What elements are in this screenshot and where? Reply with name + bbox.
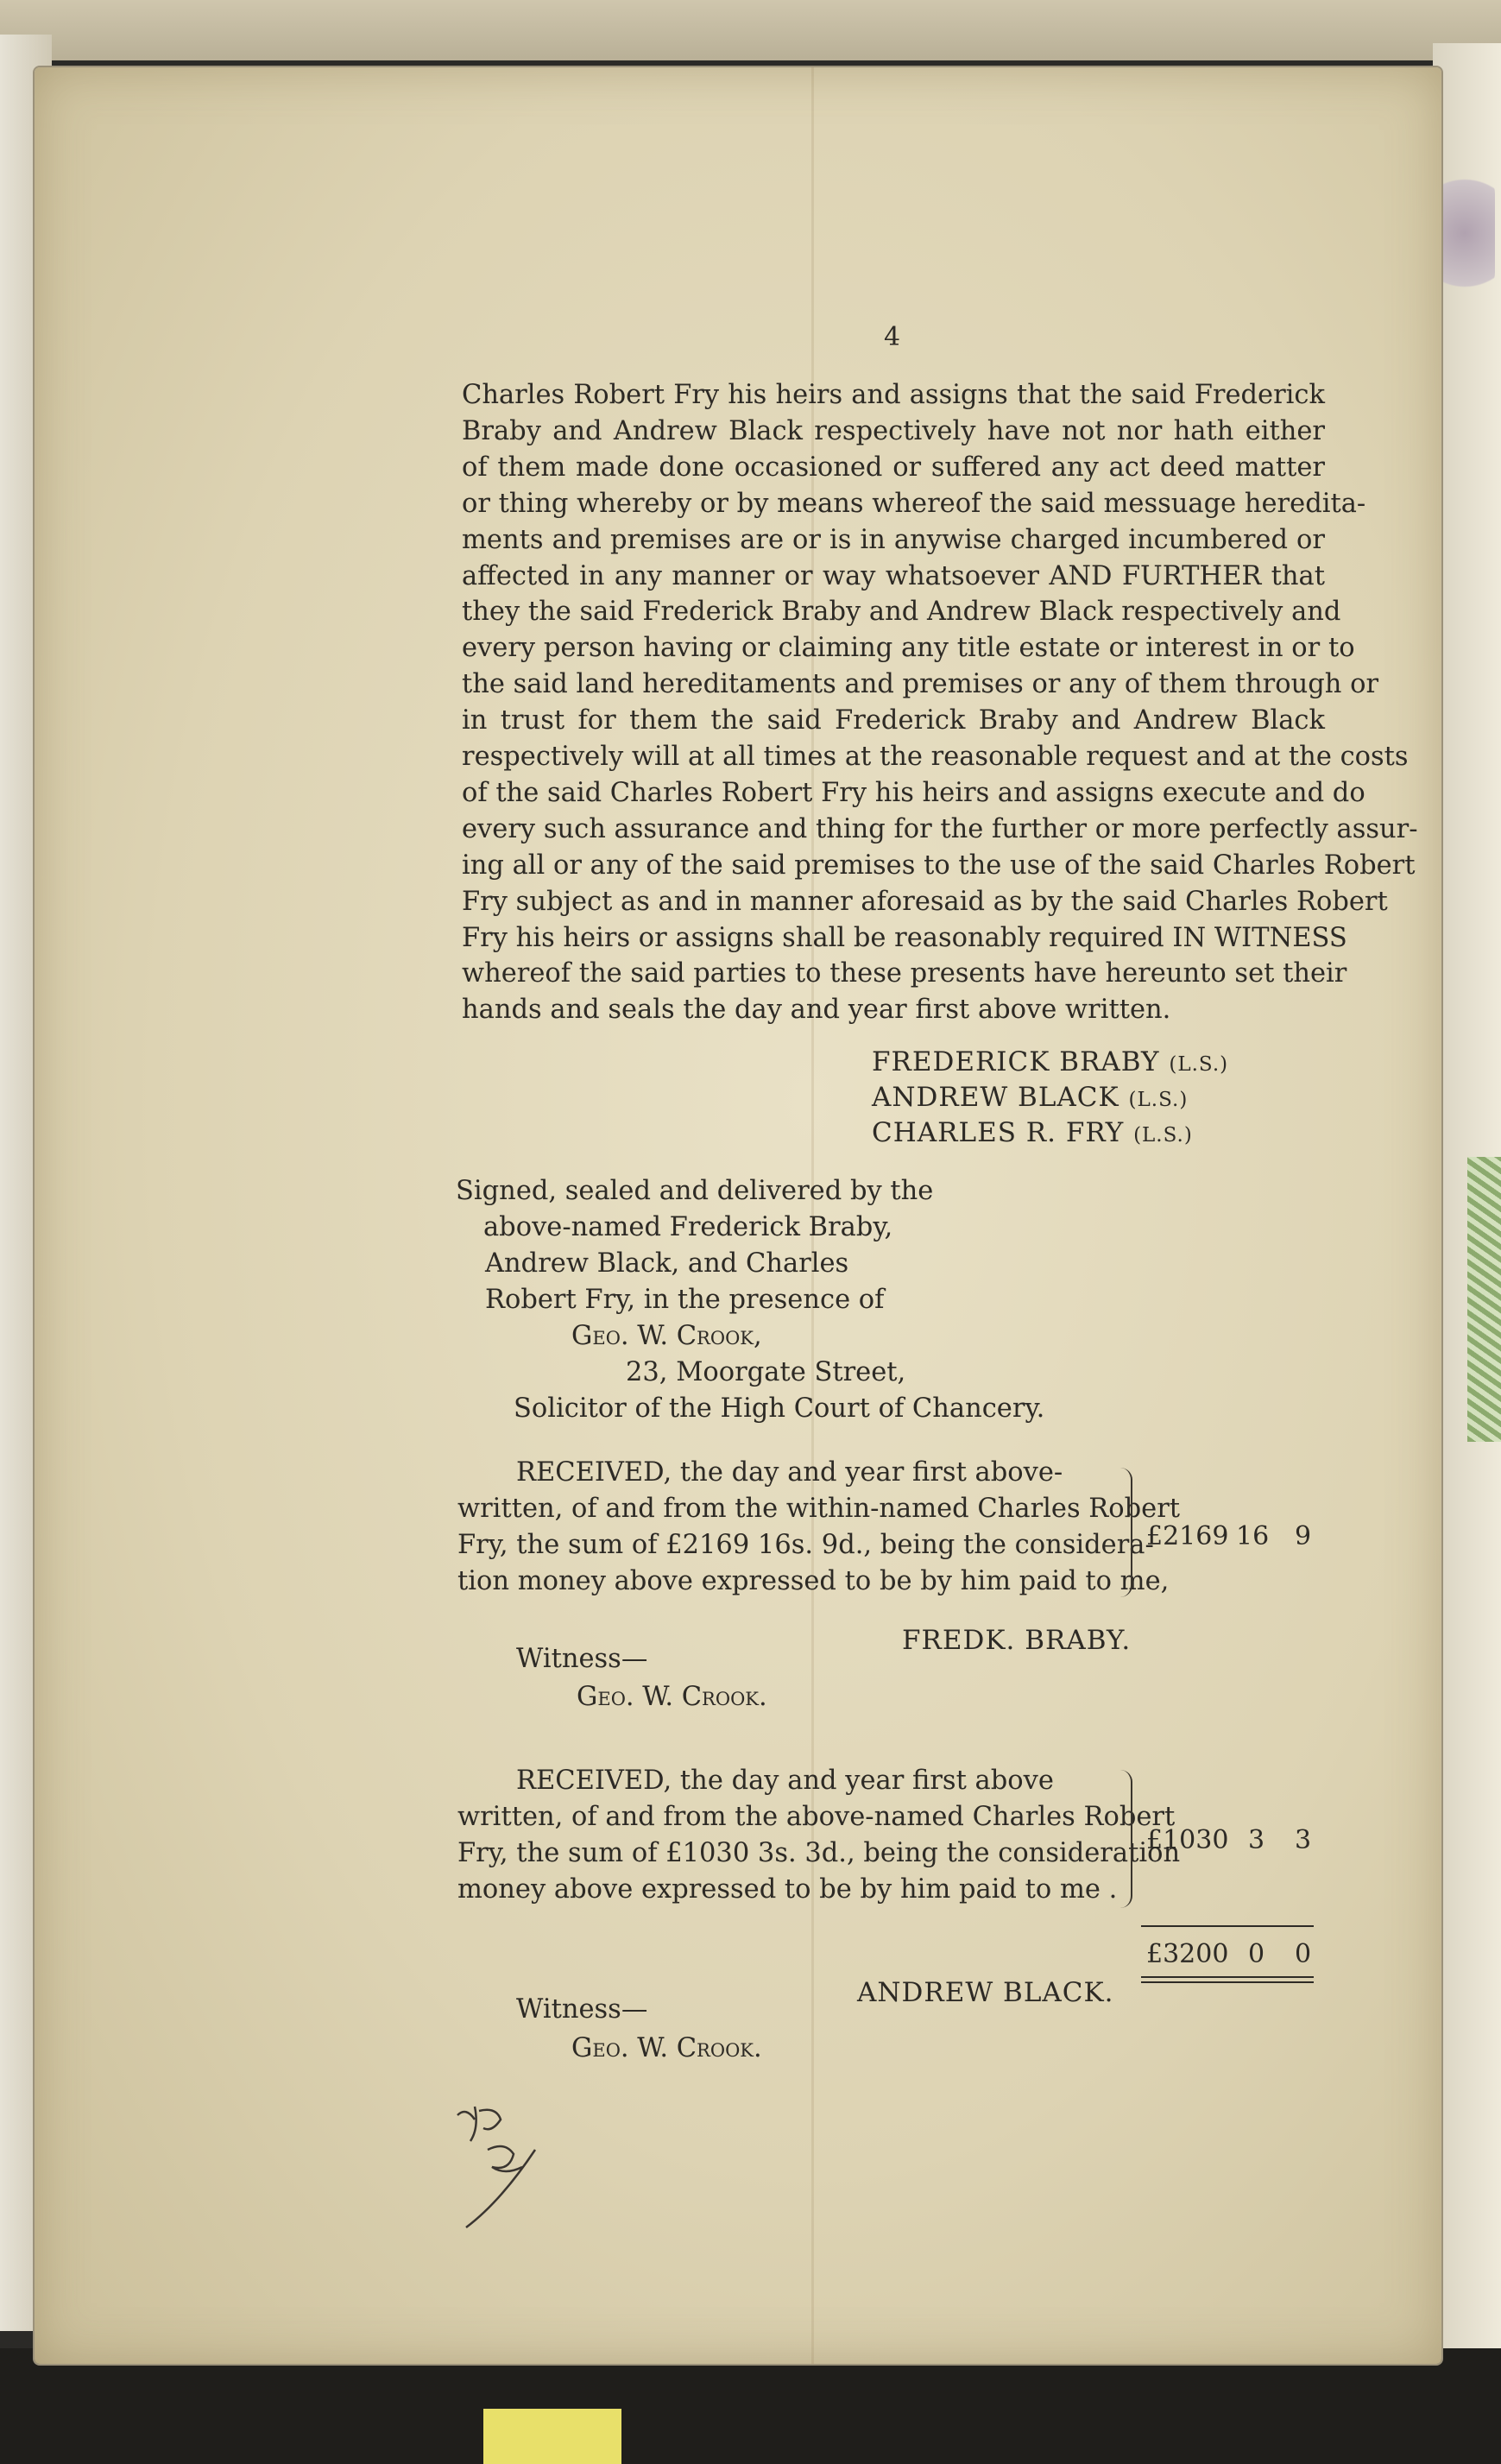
sticky-note (483, 2409, 621, 2464)
body-line: ing all or any of the said premises to the use of the said Charles Robert (462, 850, 1416, 881)
body-line: Braby and Andrew Black respectively have not nor hath either (462, 415, 1325, 446)
total-rule-bottom-2 (1141, 1981, 1314, 1983)
body-line: affected in any manner or way whatsoever AND FURTHER that (462, 560, 1325, 591)
receipt1-signer: FREDK. BRABY. (902, 1625, 1132, 1656)
receipt1-shillings: 16 (1236, 1521, 1270, 1551)
body-line: they the said Frederick Braby and Andrew Black respectively and (462, 597, 1341, 628)
body-line: of them made done occasioned or suffered any act deed matter (462, 452, 1325, 483)
page-number: 4 (884, 322, 901, 352)
signature-frederick-braby (872, 1046, 1228, 1077)
background-table (0, 2348, 1501, 2464)
body-line: Charles Robert Fry his heirs and assigns that the said Frederick (462, 380, 1325, 410)
green-stamp (1467, 1157, 1501, 1442)
total-shillings: 0 (1248, 1939, 1265, 1969)
receipt2-shillings: 3 (1248, 1825, 1265, 1855)
receipt2-line: RECEIVED, the day and year first above (516, 1766, 1054, 1796)
signature-name: CHARLES R. FRY (872, 1117, 1125, 1148)
receipt1-witness-name: Geo. W. Crook. (577, 1682, 767, 1712)
receipt1-brace (1119, 1468, 1132, 1597)
attestation-line: Andrew Black, and Charles (485, 1248, 849, 1279)
total-pence: 0 (1295, 1939, 1312, 1969)
body-line: hands and seals the day and year first above written. (462, 995, 1171, 1026)
body-line: of the said Charles Robert Fry his heirs and assigns execute and do (462, 777, 1365, 808)
attestation-title: Solicitor of the High Court of Chancery. (514, 1393, 1045, 1424)
seal-mark: (L.S.) (1128, 1089, 1189, 1111)
total-rule-top (1141, 1925, 1314, 1927)
seal-mark: (L.S.) (1133, 1124, 1193, 1147)
body-line: Fry his heirs or assigns shall be reasonably required IN WITNESS (462, 922, 1347, 953)
body-line: ments and premises are or is in anywise charged incumbered or (462, 524, 1325, 555)
attestation-witness: Geo. W. Crook, (571, 1321, 762, 1351)
body-line: in trust for them the said Frederick Braby and Andrew Black (462, 705, 1325, 736)
receipt2-witness-label: Witness— (516, 1994, 648, 2025)
receipt1-witness-label: Witness— (516, 1644, 648, 1674)
total-rule-bottom-1 (1141, 1976, 1314, 1978)
attestation-line: Robert Fry, in the presence of (485, 1285, 885, 1315)
body-line: or thing whereby or by means whereof the said messuage heredita- (462, 488, 1366, 519)
body-line: every person having or claiming any title estate or interest in or to (462, 633, 1355, 664)
attestation-address: 23, Moorgate Street, (626, 1357, 906, 1387)
receipt2-brace (1119, 1770, 1132, 1908)
background-paper-top (0, 0, 1501, 60)
handwritten-mark (449, 2089, 561, 2236)
receipt1-line: written, of and from the within-named Charles Robert (457, 1494, 1181, 1524)
receipt1-pounds: £2169 (1146, 1521, 1229, 1551)
body-line: whereof the said parties to these presents have hereunto set their (462, 958, 1347, 989)
seal-mark: (L.S.) (1169, 1053, 1229, 1076)
attestation-line: above-named Frederick Braby, (483, 1212, 893, 1242)
body-line: the said land hereditaments and premises or any of them through or (462, 669, 1379, 700)
receipt1-line: Fry, the sum of £2169 16s. 9d., being the considera- (457, 1530, 1154, 1560)
receipt1-line: RECEIVED, the day and year first above- (516, 1457, 1063, 1488)
receipt2-line: money above expressed to be by him paid to me . (457, 1874, 1118, 1905)
receipt2-pence: 3 (1295, 1825, 1312, 1855)
signature-andrew-black (872, 1082, 1188, 1113)
attestation-line: Signed, sealed and delivered by the (456, 1176, 934, 1206)
receipt1-line: tion money above expressed to be by him paid to me, (457, 1566, 1170, 1596)
signature-charles-fry (872, 1117, 1193, 1148)
receipt2-pounds: £1030 (1146, 1825, 1229, 1855)
signature-name: ANDREW BLACK (872, 1082, 1119, 1113)
revenue-stamp-seal (1435, 164, 1495, 302)
receipt2-signer: ANDREW BLACK. (857, 1977, 1114, 2008)
body-line: respectively will at all times at the reasonable request and at the costs (462, 742, 1409, 772)
body-line: Fry subject as and in manner aforesaid as by the said Charles Robert (462, 886, 1388, 917)
body-line: every such assurance and thing for the further or more perfectly assur- (462, 813, 1418, 844)
receipt1-pence: 9 (1295, 1521, 1312, 1551)
signature-name: FREDERICK BRABY (872, 1046, 1160, 1077)
total-pounds: £3200 (1146, 1939, 1229, 1969)
receipt2-line: written, of and from the above-named Charles Robert (457, 1802, 1176, 1832)
receipt2-witness-name: Geo. W. Crook. (571, 2033, 762, 2063)
receipt2-line: Fry, the sum of £1030 3s. 3d., being the consideration (457, 1838, 1181, 1868)
